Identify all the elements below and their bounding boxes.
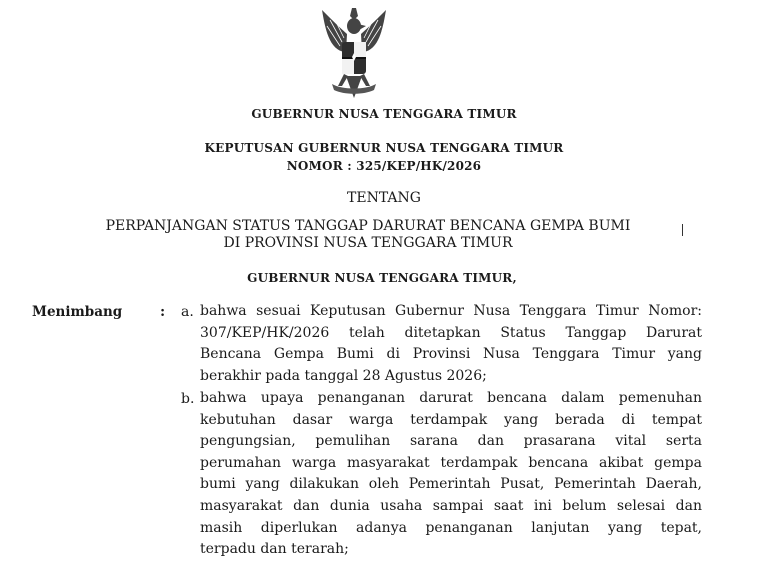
- item-b-line: bumi yang dilakukan oleh Pemerintah Pusat, Pemerintah Daerah,: [200, 476, 702, 493]
- item-b-line: masyarakat dan dunia usaha sampai saat ini belum selesai dan: [200, 497, 702, 514]
- item-b-line: bahwa upaya penanganan darurat bencana dalam pemenuhan: [200, 390, 702, 406]
- considerations-label: Menimbang: [32, 304, 123, 320]
- garuda-emblem-icon: [318, 6, 390, 104]
- item-b-line: kebutuhan dasar warga terdampak yang berada di tempat: [200, 411, 702, 428]
- item-b-line: masih diperlukan adanya penanganan lanjutan yang tepat,: [200, 519, 702, 536]
- item-letter-a: a.: [181, 304, 194, 320]
- governor-title: GUBERNUR NUSA TENGGARA TIMUR,: [247, 271, 517, 285]
- consideration-item-b: [200, 388, 702, 561]
- subject-line-2: DI PROVINSI NUSA TENGGARA TIMUR: [223, 235, 513, 251]
- margin-mark: [682, 224, 683, 236]
- item-a-line: bahwa sesuai Keputusan Gubernur Nusa Tenggara Timur Nomor:: [200, 303, 702, 319]
- subject-line-1: PERPANJANGAN STATUS TANGGAP DARURAT BENCANA GEMPA BUMI: [105, 218, 631, 234]
- consideration-item-a: [200, 301, 702, 387]
- item-b-line: perumahan warga masyarakat terdampak bencana akibat gempa: [200, 454, 702, 471]
- considerations-colon: :: [160, 304, 166, 320]
- about-label: TENTANG: [347, 190, 421, 206]
- item-a-line: berakhir pada tanggal 28 Agustus 2026;: [200, 367, 487, 384]
- item-a-line: 307/KEP/HK/2026 telah ditetapkan Status Tanggap Darurat: [200, 324, 702, 341]
- item-b-line: terpadu dan terarah;: [200, 541, 349, 558]
- decree-number: NOMOR : 325/KEP/HK/2026: [286, 159, 482, 173]
- item-letter-b: b.: [181, 391, 195, 407]
- issuer-heading: GUBERNUR NUSA TENGGARA TIMUR: [251, 107, 517, 121]
- item-a-line: Bencana Gempa Bumi di Provinsi Nusa Tenggara Timur yang: [200, 346, 702, 363]
- decree-title: KEPUTUSAN GUBERNUR NUSA TENGGARA TIMUR: [204, 141, 564, 155]
- item-b-line: pengungsian, pemulihan sarana dan prasarana vital serta: [200, 433, 702, 450]
